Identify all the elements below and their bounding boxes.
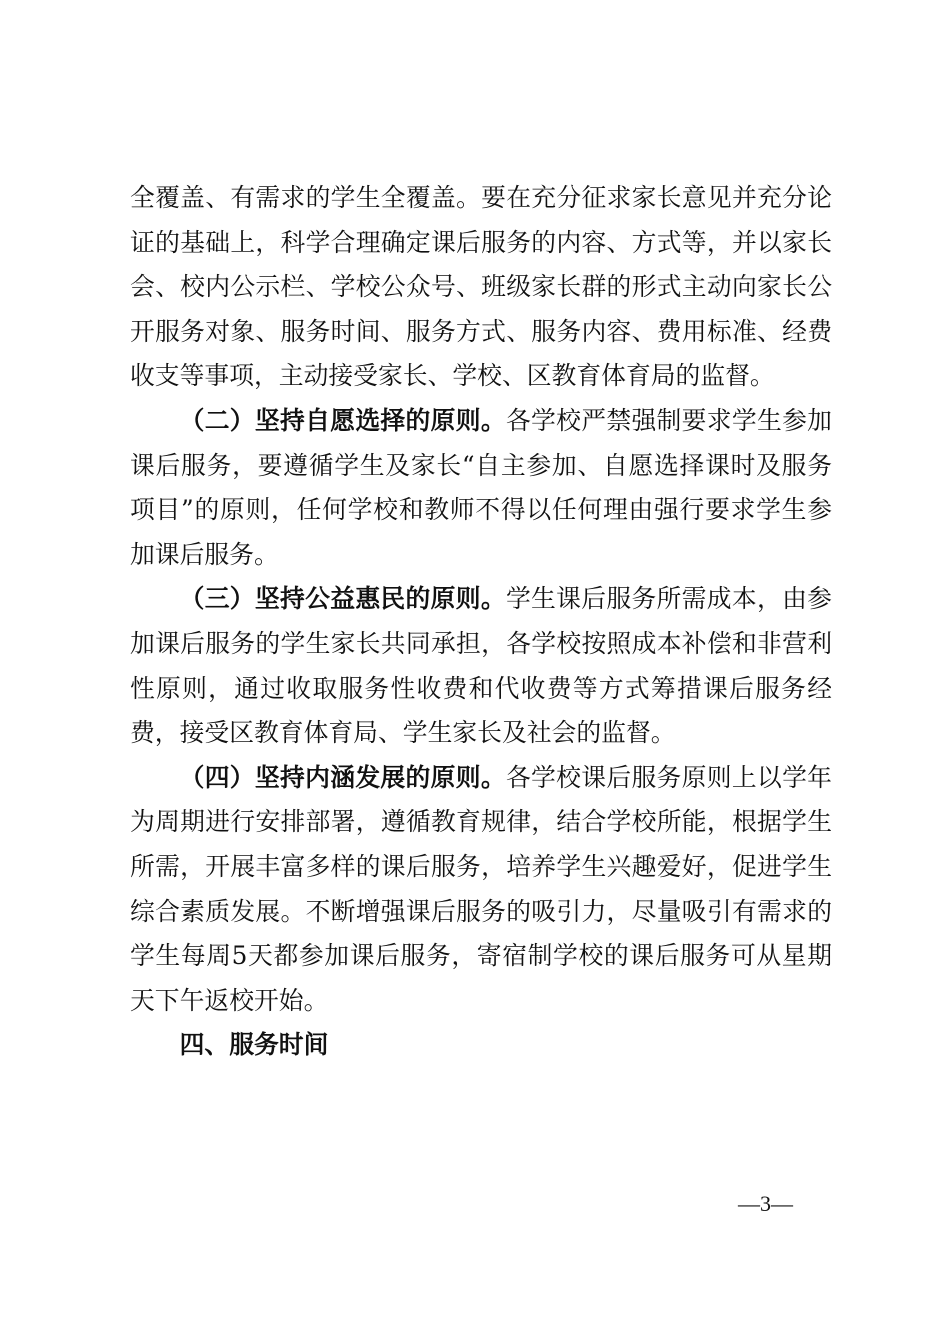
section-heading: 四、服务时间 — [179, 1030, 329, 1060]
paragraph-text: 各学校严禁强制要求学生参加课后服务，要遵循学生及家长“自主参加、自愿选择课时及服务项目”的原则，任何学校和教师不得以任何理由强行要求学生参加课后服务。 — [130, 405, 832, 569]
paragraph-lead: （三）坚持公益惠民的原则。 — [179, 584, 506, 614]
paragraph-lead: （四）坚持内涵发展的原则。 — [179, 762, 506, 792]
paragraph-text: 学生课后服务所需成本，由参加课后服务的学生家长共同承担，各学校按照成本补偿和非营利性原则，通过收取服务性收费和代收费等方式筹措课后服务经费，接受区教育体育局、学生家长及社会的监督。 — [130, 584, 832, 748]
paragraph-connotative-development — [130, 756, 832, 1024]
paragraph-text: 各学校课后服务原则上以学年为周期进行安排部署，遵循教育规律，结合学校所能，根据学生所需，开展丰富多样的课后服务，培养学生兴趣爱好，促进学生综合素质发展。不断增强课后服务的吸引力，尽量吸引有需求的学生每周5天都参加课后服务，寄宿制学校的课后服务可从星期天下午返校开始。 — [130, 762, 832, 1015]
paragraph-lead: （二）坚持自愿选择的原则。 — [179, 405, 506, 435]
paragraph-public-welfare — [130, 577, 832, 755]
paragraph-voluntary-choice — [130, 399, 832, 577]
page-number: —3— — [738, 1191, 793, 1216]
paragraph-text: 全覆盖、有需求的学生全覆盖。要在充分征求家长意见并充分论证的基础上，科学合理确定课后服务的内容、方式等，并以家长会、校内公示栏、学校公众号、班级家长群的形式主动向家长公开服务对象、服务时间、服务方式、服务内容、费用标准、经费收支等事项，主动接受家长、学校、区教育体育局的监督。 — [130, 183, 832, 391]
document-body — [130, 176, 832, 1068]
paragraph-continuation — [130, 176, 832, 399]
